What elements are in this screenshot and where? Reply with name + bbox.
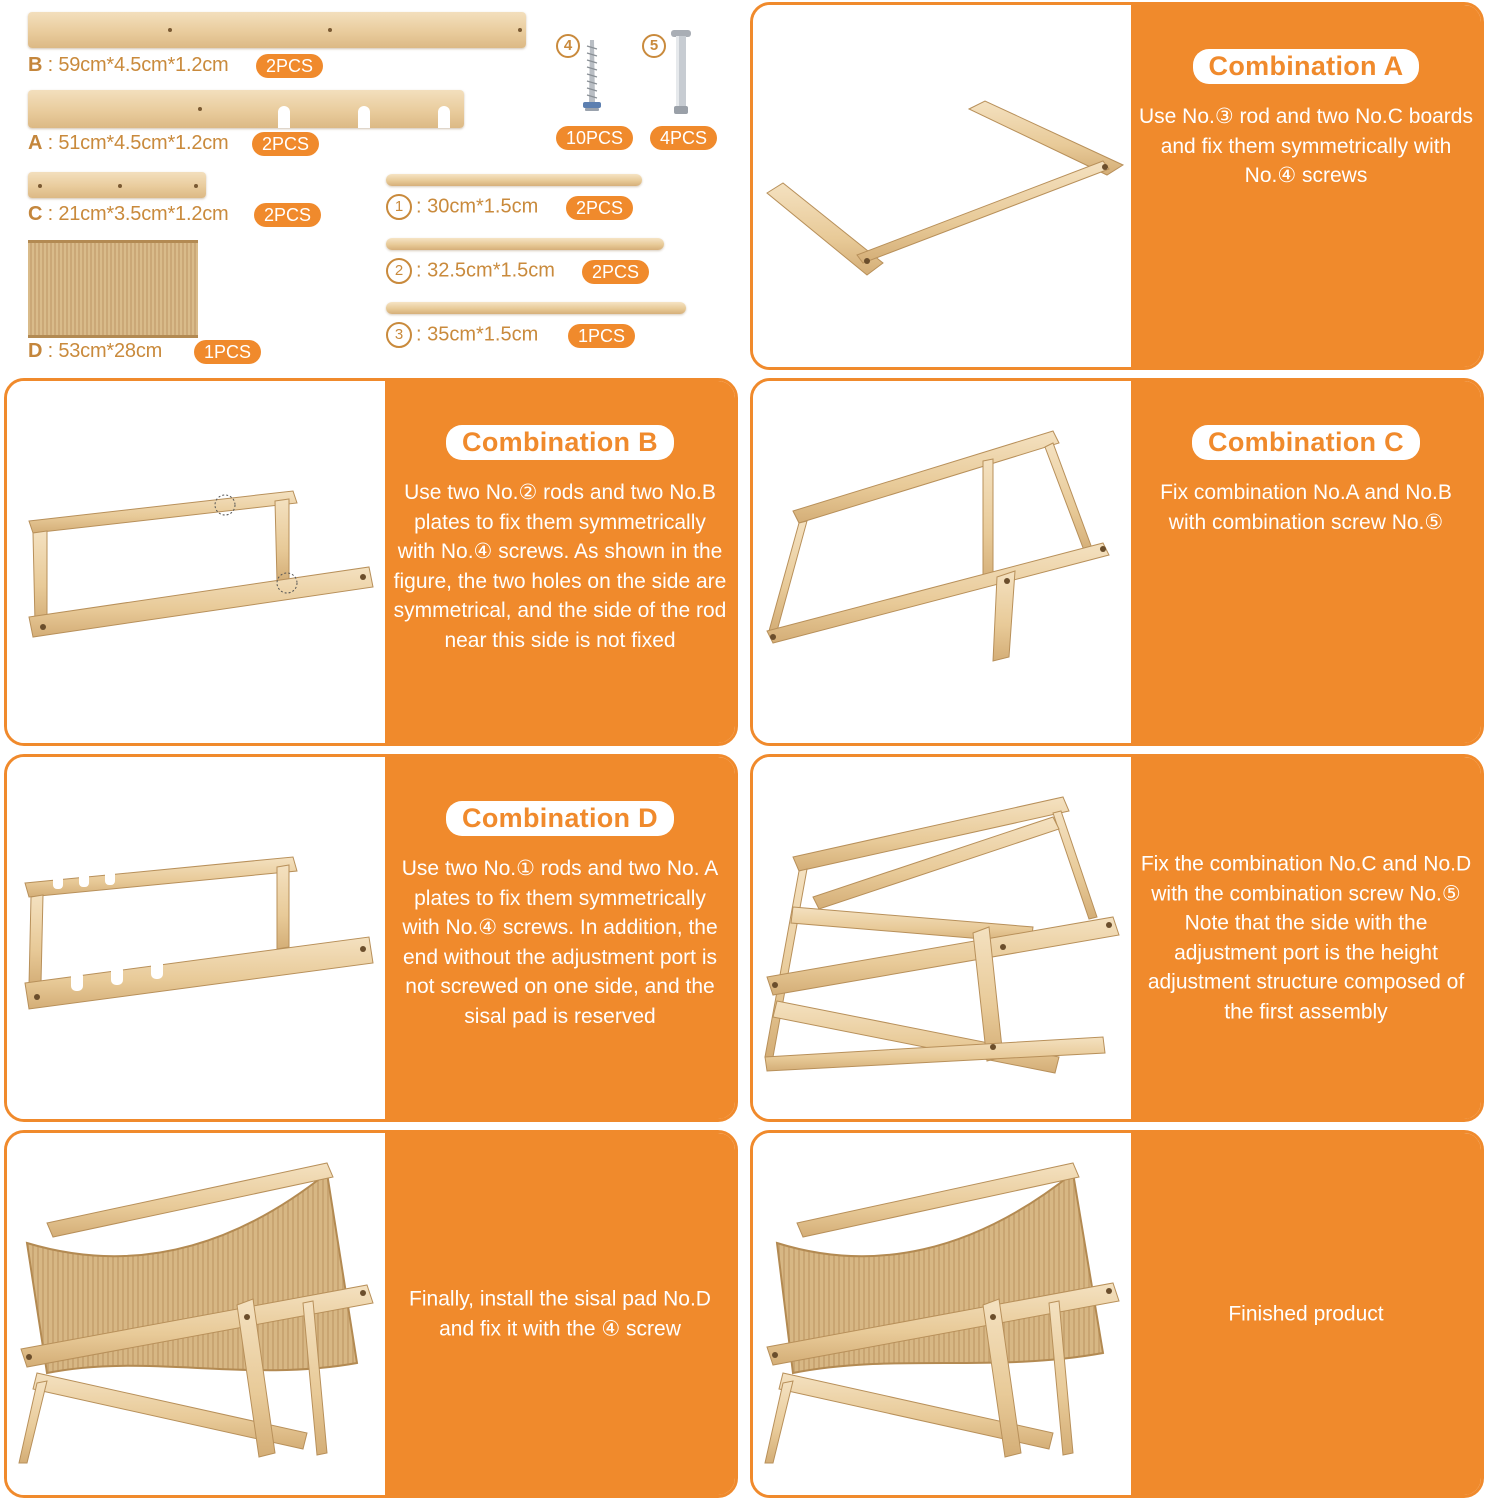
rod-3-label: 3 : 35cm*1.5cm [386,322,538,348]
step-combine-c-d [750,754,1484,1122]
install-sisal-description: Finally, install the sisal pad No.D and fix it with the ④ screw [409,1287,711,1340]
board-c-label: C : 21cm*3.5cm*1.2cm [28,203,229,225]
screw-5-number: 5 [642,34,666,58]
step-combination-b [4,378,738,746]
sisal-pad-d-image [28,240,198,338]
rod-3-image [386,302,686,314]
step-install-sisal [4,1130,738,1498]
rod-3-qty: 1PCS [568,324,635,348]
rod-2-image [386,238,664,250]
finished-product-label: Finished product [1228,1302,1384,1326]
rod-2-label: 2 : 32.5cm*1.5cm [386,258,555,284]
screw-4-icon [582,40,602,120]
combination-b-illustration [7,381,391,743]
step-combination-c [750,378,1484,746]
combination-b-title: Combination B [446,425,674,460]
board-c-image [28,172,206,198]
combine-c-d-illustration [753,757,1137,1119]
combination-c-title: Combination C [1192,425,1420,460]
pad-d-qty: 1PCS [194,340,261,364]
board-a-label: A : 51cm*4.5cm*1.2cm [28,132,229,154]
screw-4-number: 4 [556,34,580,58]
combine-c-d-description: Fix the combination No.C and No.D with the combination screw No.⑤ Note that the side with the adjustment port is the height adjustment structure composed of the first assembly [1140,852,1472,1023]
combination-a-title: Combination A [1193,49,1420,84]
board-b-label: B : 59cm*4.5cm*1.2cm [28,54,229,76]
combination-a-illustration [753,5,1137,367]
combination-d-title: Combination D [446,801,674,836]
combination-a-description: Use No.③ rod and two No.C boards and fix them symmetrically with No.④ screws [1139,105,1473,187]
screw-5-qty: 4PCS [650,126,717,150]
board-a-image [28,90,464,128]
combination-c-description: Fix combination No.A and No.B with combination screw No.⑤ [1160,481,1452,534]
step-combination-d [4,754,738,1122]
finished-product-illustration [753,1133,1137,1495]
board-c-qty: 2PCS [254,203,321,227]
step-combination-a [750,2,1484,370]
board-b-qty: 2PCS [256,54,323,78]
screw-4-qty: 10PCS [556,126,633,150]
combination-c-illustration [753,381,1137,743]
board-a-qty: 2PCS [252,132,319,156]
install-sisal-illustration [7,1133,391,1495]
screw-5-icon [668,30,694,118]
parts-list [0,0,740,372]
rod-1-image [386,174,642,186]
combination-d-illustration [7,757,391,1119]
board-b-image [28,12,526,48]
combination-d-description: Use two No.① rods and two No. A plates to fix them symmetrically with No.④ screws. In addition, the end without the adjustment port is not screwed on one side, and the sisal pad is reserved [401,857,719,1028]
step-finished-product [750,1130,1484,1498]
pad-d-label: D : 53cm*28cm [28,340,163,362]
rod-1-label: 1 : 30cm*1.5cm [386,194,538,220]
rod-2-qty: 2PCS [582,260,649,284]
combination-b-description: Use two No.② rods and two No.B plates to fix them symmetrically with No.④ screws. As shown in the figure, the two holes on the side are symmetrical, and the side of the rod near this side is not fixed [393,481,727,652]
rod-1-qty: 2PCS [566,196,633,220]
